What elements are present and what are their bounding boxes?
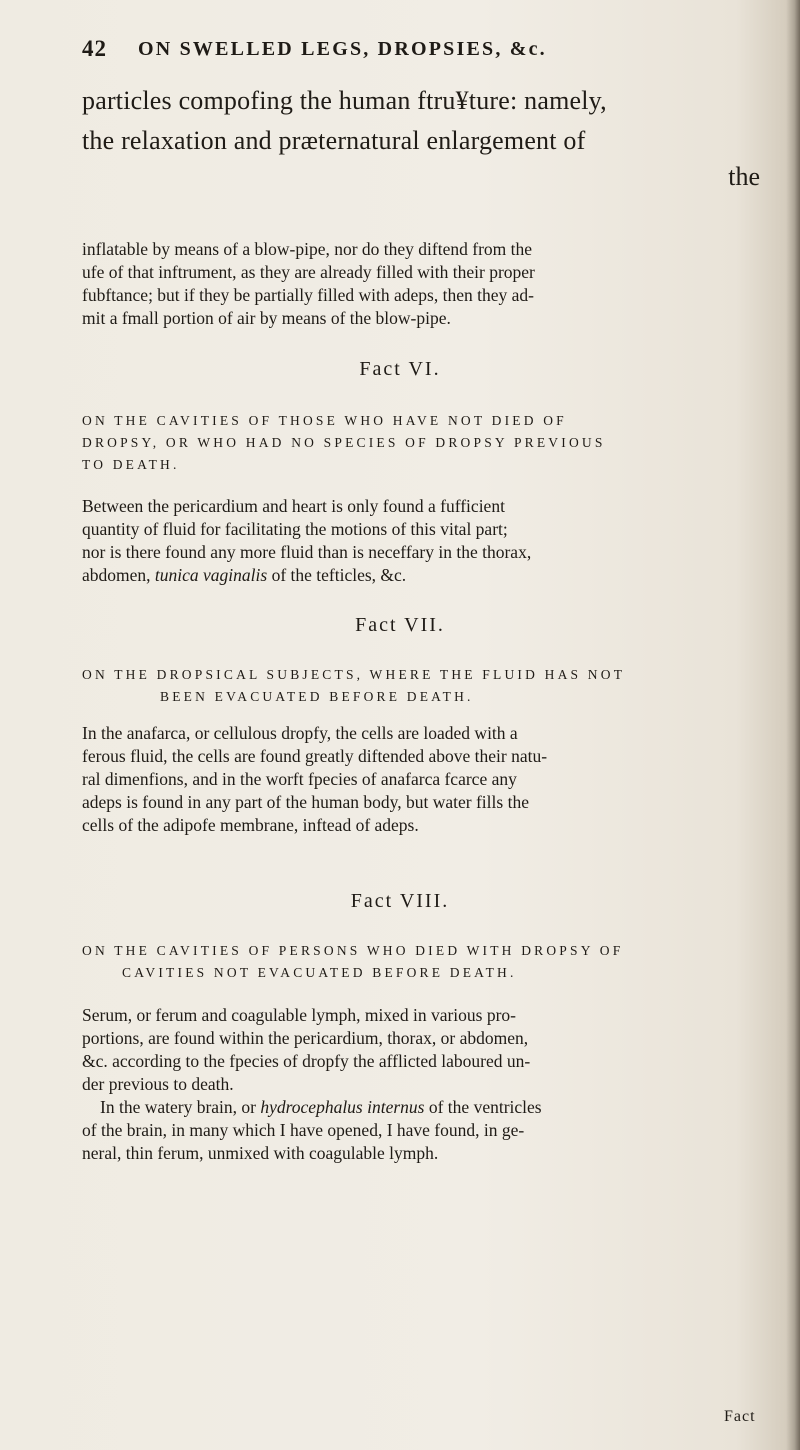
text-line: of the brain, in many which I have opened, I have found, in ge- bbox=[82, 1120, 525, 1140]
text-run: In the watery brain, or bbox=[100, 1097, 261, 1117]
fact-vi-title: Fact VI. bbox=[359, 358, 441, 380]
text-line: ferous fluid, the cells are found greatly diftended above their natu- bbox=[82, 746, 548, 766]
text-line: fubftance; but if they be partially filled with adeps, then they ad- bbox=[82, 285, 534, 305]
fact-vii-paragraph bbox=[82, 722, 762, 837]
text-line: Serum, or ferum and coagulable lymph, mixed in various pro- bbox=[82, 1005, 516, 1025]
text-run: of the ventricles bbox=[424, 1097, 542, 1117]
text-line: adeps is found in any part of the human body, but water fills the bbox=[82, 792, 529, 812]
fact-vi-paragraph bbox=[82, 495, 762, 587]
italic-term: hydrocephalus internus bbox=[260, 1097, 425, 1117]
fact-vii-heading bbox=[82, 664, 782, 708]
text-line: Between the pericardium and heart is only found a fufficient bbox=[82, 496, 505, 516]
text-line bbox=[82, 1096, 762, 1119]
running-head: ON SWELLED LEGS, DROPSIES, &c. bbox=[138, 38, 547, 60]
opening-line-2: the relaxation and præternatural enlargement of bbox=[82, 126, 586, 155]
heading-line: CAVITIES NOT EVACUATED BEFORE DEATH. bbox=[122, 965, 517, 980]
heading-line: TO DEATH. bbox=[82, 457, 180, 472]
heading-line: ON THE DROPSICAL SUBJECTS, WHERE THE FLUID HAS NOT bbox=[82, 667, 626, 682]
text-line bbox=[82, 564, 762, 587]
italic-term: tunica vaginalis bbox=[154, 565, 268, 585]
text-line: mit a fmall portion of air by means of the blow-pipe. bbox=[82, 308, 451, 328]
text-line: nor is there found any more fluid than is neceffary in the thorax, bbox=[82, 542, 532, 562]
fact-viii-title: Fact VIII. bbox=[350, 890, 450, 912]
fact-vii-title: Fact VII. bbox=[355, 614, 445, 636]
fact-vi-heading bbox=[82, 410, 782, 476]
text-line: cells of the adipofe membrane, inftead of adeps. bbox=[82, 815, 419, 835]
heading-line: DROPSY, OR WHO HAD NO SPECIES OF DROPSY PREVIOUS bbox=[82, 435, 606, 450]
text-run: of the tefticles, &c. bbox=[267, 565, 407, 585]
page-number: 42 bbox=[82, 36, 107, 61]
text-line: ufe of that inftrument, as they are already filled with their proper bbox=[82, 262, 535, 282]
paragraph-inflatable bbox=[82, 238, 762, 330]
text-run: abdomen, bbox=[82, 565, 155, 585]
page-header bbox=[82, 28, 722, 68]
fact-viii-heading bbox=[82, 940, 782, 984]
catchword: Fact bbox=[724, 1408, 756, 1425]
text-line: neral, thin ferum, unmixed with coagulable lymph. bbox=[82, 1143, 439, 1163]
text-line: der previous to death. bbox=[82, 1074, 234, 1094]
text-line: portions, are found within the pericardium, thorax, or abdomen, bbox=[82, 1028, 529, 1048]
heading-line: BEEN EVACUATED BEFORE DEATH. bbox=[160, 689, 474, 704]
heading-line: ON THE CAVITIES OF PERSONS WHO DIED WITH DROPSY OF bbox=[82, 943, 624, 958]
text-line: In the anafarca, or cellulous dropfy, the cells are loaded with a bbox=[82, 723, 518, 743]
opening-line-1: particles compofing the human ftru¥ture: namely, bbox=[82, 86, 607, 115]
text-line: ral dimenfions, and in the worft fpecies of anafarca fcarce any bbox=[82, 769, 517, 789]
fact-viii-paragraph bbox=[82, 1004, 762, 1165]
text-line: quantity of fluid for facilitating the motions of this vital part; bbox=[82, 519, 508, 539]
heading-line: ON THE CAVITIES OF THOSE WHO HAVE NOT DIED OF bbox=[82, 413, 567, 428]
opening-line-3: the bbox=[728, 162, 760, 191]
text-line: inflatable by means of a blow-pipe, nor do they diftend from the bbox=[82, 239, 533, 259]
text-line: &c. according to the fpecies of dropfy the afflicted laboured un- bbox=[82, 1051, 531, 1071]
page-edge-shadow bbox=[786, 0, 800, 1450]
